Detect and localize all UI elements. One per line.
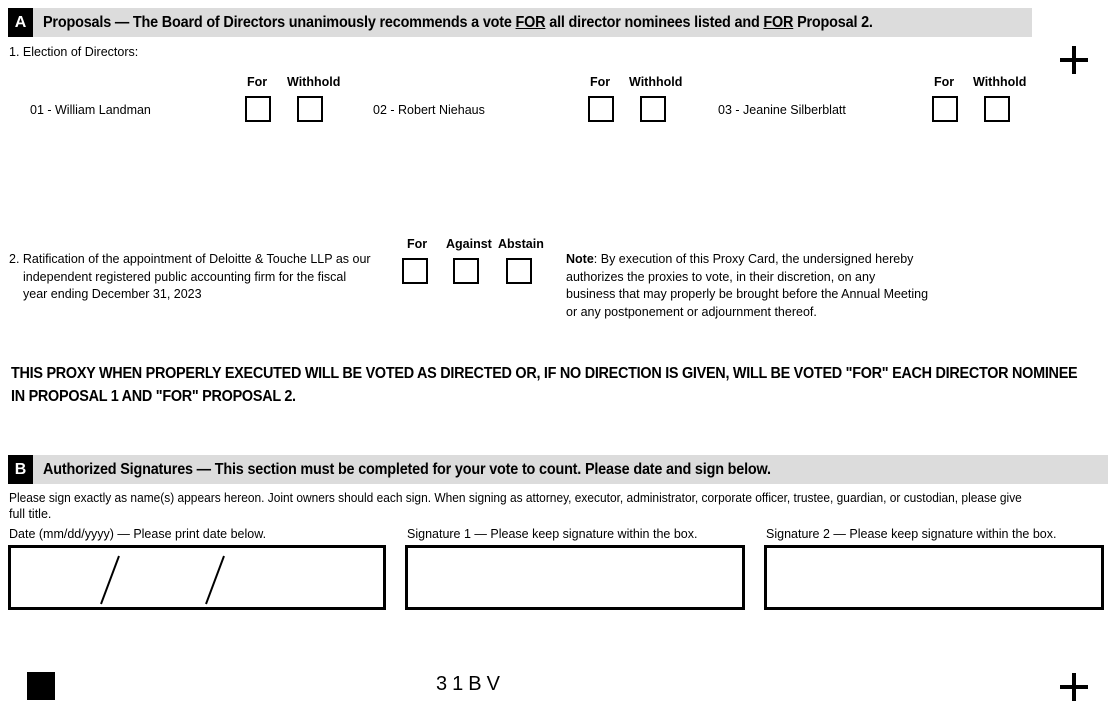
nominee2-withhold-header: Withhold [629, 75, 683, 89]
nominee3-withhold-checkbox[interactable] [984, 96, 1010, 122]
registration-mark-bottom [1060, 673, 1088, 701]
election-label: 1. Election of Directors: [9, 45, 139, 59]
proposal2-against-header: Against [446, 237, 492, 251]
nominee3-withhold-header: Withhold [973, 75, 1027, 89]
nominee1-withhold-header: Withhold [287, 75, 341, 89]
nominee2-withhold-checkbox[interactable] [640, 96, 666, 122]
signature1-box[interactable] [405, 545, 745, 610]
proposal2-abstain-header: Abstain [498, 237, 544, 251]
proposal2-for-header: For [407, 237, 428, 251]
nominee1-for-checkbox[interactable] [245, 96, 271, 122]
proxy-statement: THIS PROXY WHEN PROPERLY EXECUTED WILL BE VOTED AS DIRECTED OR, IF NO DIRECTION IS GIVEN, WILL BE VOTED "FOR" EACH DIRECTOR NOMINEE IN PROPOSAL 1 AND "FOR" PROPOSAL 2. [11, 365, 1078, 405]
date-input-box[interactable] [8, 545, 386, 610]
nominee3-for-checkbox[interactable] [932, 96, 958, 122]
section-b-header [8, 455, 1108, 484]
proposal2-abstain-checkbox[interactable] [506, 258, 532, 284]
section-b-letter: B [8, 455, 33, 484]
corner-square-mark [27, 672, 55, 700]
signature-instructions: Please sign exactly as name(s) appears hereon. Joint owners should each sign. When signing as attorney, executor, administrator, corporate officer, trustee, guardian, or custodian, please give full title. [9, 491, 1022, 521]
nominee2-for-header: For [590, 75, 611, 89]
nominee3-name: 03 - Jeanine Silberblatt [718, 103, 846, 117]
section-a-title: Proposals — The Board of Directors unanimously recommends a vote FOR all director nominees listed and FOR Proposal 2. [43, 13, 873, 31]
signature2-box[interactable] [764, 545, 1104, 610]
nominee1-for-header: For [247, 75, 268, 89]
proposal2-text: 2. Ratification of the appointment of Deloitte & Touche LLP as our independent registered public accounting firm for the fiscal year ending December 31, 2023 [9, 252, 371, 301]
signature2-label: Signature 2 — Please keep signature within the box. [766, 527, 1057, 541]
section-b-title: Authorized Signatures — This section must be completed for your vote to count. Please date and sign below. [43, 460, 771, 478]
nominee1-withhold-checkbox[interactable] [297, 96, 323, 122]
form-code: 31BV [436, 673, 505, 695]
note-text: Note: By execution of this Proxy Card, the undersigned hereby authorizes the proxies to vote, in their discretion, on any business that may properly be brought before the Annual Meeting or any postponement or adjournment thereof. [566, 252, 929, 319]
section-a-header [8, 8, 1032, 37]
proposal2-against-checkbox[interactable] [453, 258, 479, 284]
proposal2-for-checkbox[interactable] [402, 258, 428, 284]
date-label: Date (mm/dd/yyyy) — Please print date below. [9, 527, 267, 541]
section-a-letter: A [8, 8, 33, 37]
nominee2-name: 02 - Robert Niehaus [373, 103, 485, 117]
nominee3-for-header: For [934, 75, 955, 89]
nominee2-for-checkbox[interactable] [588, 96, 614, 122]
signature1-label: Signature 1 — Please keep signature within the box. [407, 527, 698, 541]
registration-mark-top [1060, 46, 1088, 74]
date-separator-slashes [11, 548, 383, 607]
nominee1-name: 01 - William Landman [30, 103, 151, 117]
